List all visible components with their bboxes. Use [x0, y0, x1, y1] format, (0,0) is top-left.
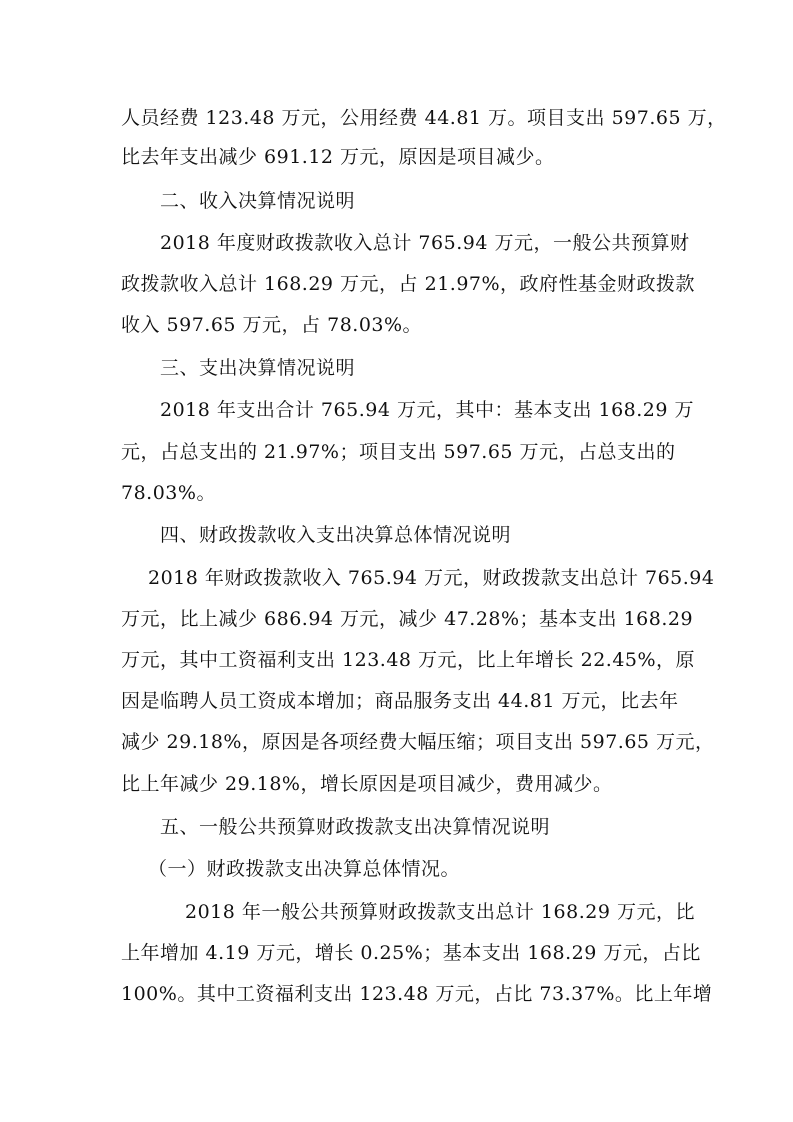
body-text-line: 政拨款收入总计 168.29 万元，占 21.97%，政府性基金财政拨款: [121, 273, 696, 295]
body-text-line: 比上年减少 29.18%，增长原因是项目减少，费用减少。: [121, 773, 613, 795]
body-text-line: 收入 597.65 万元，占 78.03%。: [121, 314, 423, 336]
body-text-line: 万元，比上减少 686.94 万元，减少 47.28%；基本支出 168.29: [121, 608, 694, 630]
body-text-line: 2018 年度财政拨款收入总计 765.94 万元，一般公共预算财: [160, 232, 690, 254]
body-text-line: 100%。其中工资福利支出 123.48 万元，占比 73.37%。比上年增: [121, 983, 713, 1005]
body-text-line: 减少 29.18%，原因是各项经费大幅压缩；项目支出 597.65 万元，: [121, 731, 715, 753]
body-text-line: 2018 年一般公共预算财政拨款支出总计 168.29 万元，比: [185, 901, 695, 923]
subsection-heading: （一）财政拨款支出决算总体情况。: [148, 858, 461, 880]
section-heading: 三、支出决算情况说明: [160, 357, 356, 379]
body-text-line: 上年增加 4.19 万元，增长 0.25%；基本支出 168.29 万元，占比: [121, 942, 701, 964]
body-text-line: 78.03%。: [121, 482, 216, 504]
body-text-line: 人员经费 123.48 万元，公用经费 44.81 万。项目支出 597.65 万，: [121, 107, 727, 129]
body-text-line: 2018 年支出合计 765.94 万元，其中：基本支出 168.29 万: [160, 399, 695, 421]
body-text-line: 元，占总支出的 21.97%；项目支出 597.65 万元，占总支出的: [121, 441, 676, 463]
section-heading: 二、收入决算情况说明: [160, 190, 356, 212]
body-text-line: 因是临聘人员工资成本增加；商品服务支出 44.81 万元，比去年: [121, 690, 679, 712]
body-text-line: 比去年支出减少 691.12 万元，原因是项目减少。: [121, 146, 555, 168]
body-text-line: 万元，其中工资福利支出 123.48 万元，比上年增长 22.45%，原: [121, 649, 696, 671]
body-text-line: 2018 年财政拨款收入 765.94 万元，财政拨款支出总计 765.94: [148, 567, 715, 589]
section-heading: 四、财政拨款收入支出决算总体情况说明: [160, 524, 512, 546]
section-heading: 五、一般公共预算财政拨款支出决算情况说明: [160, 816, 551, 838]
